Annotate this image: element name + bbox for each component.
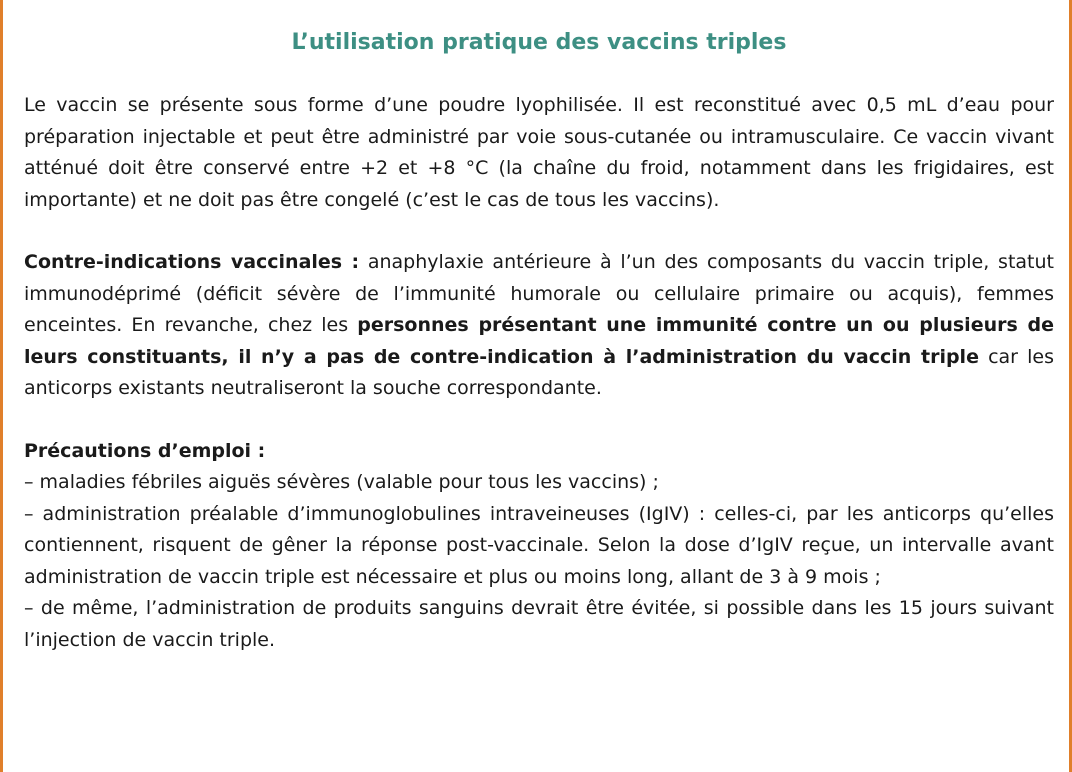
precautions-heading-text: Précautions d’emploi : [24, 439, 266, 462]
precaution-item: – administration préalable d’immunoglobulines intraveineuses (IgIV) : celles-ci, par les anticorps qu’elles contiennent, risquent de gêner la réponse post-vaccinale. Selon la dose d’IgIV reçue, un intervalle avant administration de vaccin triple est nécessaire et plus ou moins long, allant de 3 à 9 mois ; [24, 502, 1054, 588]
contraindications-text-2: car les anticorps existants neutraliseront la souche correspondante. [24, 345, 1054, 399]
precaution-item: – maladies fébriles aiguës sévères (valable pour tous les vaccins) ; [24, 471, 659, 493]
info-box-content [24, 0, 1054, 656]
contraindications-heading: Contre-indications vaccinales : [24, 251, 360, 273]
precautions-heading [24, 436, 1054, 468]
contraindications-paragraph [24, 247, 1054, 405]
precaution-item: – de même, l’administration de produits sanguins devrait être évitée, si possible dans les 15 jours suivant l’injection de vaccin triple. [24, 597, 1054, 651]
box-title: L’utilisation pratique des vaccins triples [291, 30, 787, 55]
contraindications-emphasis: personnes présentant une immunité contre un ou plusieurs de leurs constituants, il n’y a pas de contre-indication à l’administration du vaccin triple [24, 314, 1054, 368]
contraindications-text-1: anaphylaxie antérieure à l’un des composants du vaccin triple, statut immunodéprimé (déficit sévère de l’immunité humorale ou cellulaire primaire ou acquis), femmes enceintes. En revanche, chez les [24, 251, 1054, 336]
storage-paragraph: Le vaccin se présente sous forme d’une poudre lyophilisée. Il est reconstitué avec 0,5 mL d’eau pour préparation injectable et peut être administré par voie sous-cutanée ou intramusculaire. Ce vaccin vivant atténué doit être conservé entre +2 et +8 °C (la chaîne du froid, notamment dans les frigidaires, est importante) et ne doit pas être congelé (c’est le cas de tous les vaccins). [24, 94, 1054, 211]
